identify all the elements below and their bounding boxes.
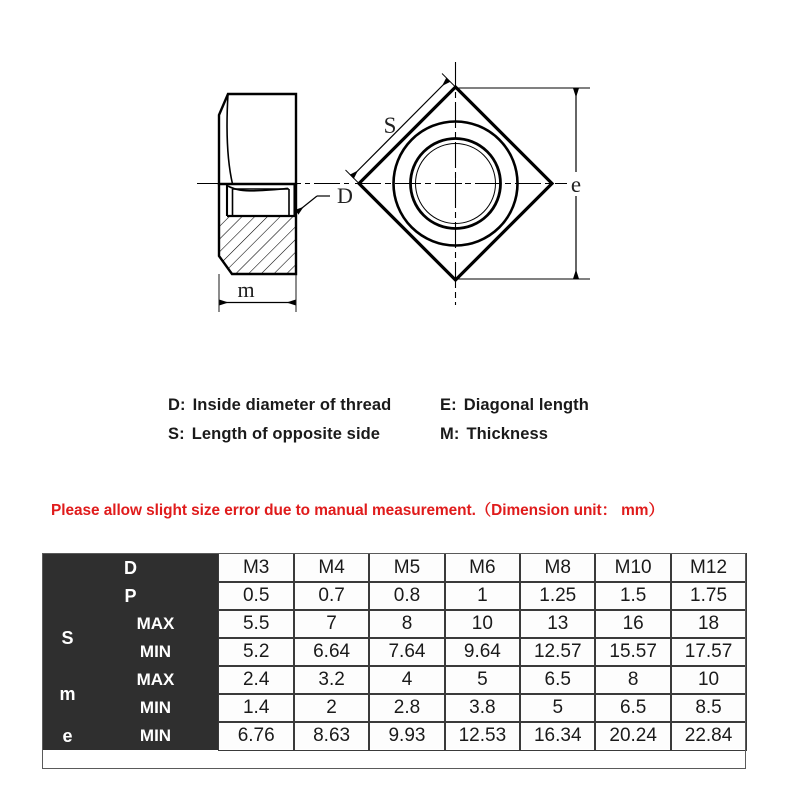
cell-d-2: M5: [369, 554, 444, 582]
legend-key-m: M:: [440, 425, 460, 443]
table-row-e-min: [43, 722, 747, 750]
table-row-m-min: [43, 694, 747, 722]
legend-row: [168, 425, 688, 454]
legend-item-d: [168, 396, 440, 415]
dim-label-d: D: [337, 183, 353, 208]
cell-mmin-3: 3.8: [445, 694, 520, 722]
row-label-p: P: [43, 582, 219, 610]
table-row-m-max: [43, 666, 747, 694]
measurement-notice: Please allow slight size error due to manual measurement.（Dimension unit： mm）: [51, 502, 664, 519]
cell-mmin-5: 6.5: [595, 694, 670, 722]
row-label-m-min: MIN: [93, 694, 219, 722]
cell-p-6: 1.75: [671, 582, 746, 610]
cell-d-5: M10: [595, 554, 670, 582]
d-leader-line: [297, 196, 317, 212]
row-label-s-min: MIN: [93, 638, 219, 666]
cell-d-1: M4: [294, 554, 369, 582]
cell-emin-0: 6.76: [219, 722, 294, 750]
cell-mmin-2: 2.8: [369, 694, 444, 722]
cell-emin-3: 12.53: [445, 722, 520, 750]
cell-emin-1: 8.63: [294, 722, 369, 750]
cell-smin-0: 5.2: [219, 638, 294, 666]
cell-emin-6: 22.84: [671, 722, 746, 750]
cell-d-0: M3: [219, 554, 294, 582]
cell-d-3: M6: [445, 554, 520, 582]
square-nut-svg: [0, 0, 800, 340]
section-hatch: [219, 216, 296, 274]
row-label-s-max: MAX: [93, 610, 219, 638]
cell-mmax-6: 10: [671, 666, 746, 694]
row-label-m: m: [43, 666, 93, 722]
cell-smax-6: 18: [671, 610, 746, 638]
cell-mmin-0: 1.4: [219, 694, 294, 722]
dim-label-s: S: [383, 113, 397, 138]
dim-label-m: m: [237, 277, 255, 302]
cell-mmin-6: 8.5: [671, 694, 746, 722]
row-label-e: e: [43, 722, 93, 750]
legend-row: [168, 396, 688, 425]
cell-smin-6: 17.57: [671, 638, 746, 666]
legend: [168, 396, 688, 454]
chamfer-curve-upper: [227, 94, 232, 184]
legend-item-e: [440, 396, 589, 415]
cell-mmax-4: 6.5: [520, 666, 595, 694]
cell-smax-1: 7: [294, 610, 369, 638]
specification-table-wrapper: [42, 553, 746, 750]
legend-key-e: E:: [440, 396, 457, 414]
row-label-e-min: MIN: [93, 722, 219, 750]
legend-key-d: D:: [168, 396, 186, 414]
cell-p-0: 0.5: [219, 582, 294, 610]
specification-table: [42, 553, 747, 750]
row-label-s: S: [43, 610, 93, 666]
cell-mmax-0: 2.4: [219, 666, 294, 694]
cell-mmax-3: 5: [445, 666, 520, 694]
cell-smin-5: 15.57: [595, 638, 670, 666]
legend-item-m: [440, 425, 548, 444]
table-row-s-min: [43, 638, 747, 666]
row-label-d: D: [43, 554, 219, 582]
technical-drawing: [0, 0, 800, 340]
legend-text-e: Diagonal length: [463, 396, 589, 414]
cell-d-6: M12: [671, 554, 746, 582]
cell-p-5: 1.5: [595, 582, 670, 610]
table-row-d: [43, 554, 747, 582]
cell-smin-2: 7.64: [369, 638, 444, 666]
legend-text-m: Thickness: [466, 425, 549, 443]
legend-item-s: [168, 425, 440, 444]
table-row-s-max: [43, 610, 747, 638]
cell-d-4: M8: [520, 554, 595, 582]
s-extension-upper: [442, 74, 456, 88]
legend-text-d: Inside diameter of thread: [192, 396, 392, 414]
s-dimension-line: [352, 80, 448, 177]
side-view: [197, 94, 353, 312]
cell-smax-0: 5.5: [219, 610, 294, 638]
cell-p-4: 1.25: [520, 582, 595, 610]
cell-mmin-1: 2: [294, 694, 369, 722]
cell-mmax-5: 8: [595, 666, 670, 694]
cell-p-3: 1: [445, 582, 520, 610]
cell-mmax-2: 4: [369, 666, 444, 694]
cell-p-2: 0.8: [369, 582, 444, 610]
cell-smin-4: 12.57: [520, 638, 595, 666]
cell-mmin-4: 5: [520, 694, 595, 722]
cell-smax-5: 16: [595, 610, 670, 638]
cell-smax-3: 10: [445, 610, 520, 638]
dim-label-e: e: [570, 172, 582, 197]
row-label-m-max: MAX: [93, 666, 219, 694]
table-row-p: [43, 582, 747, 610]
legend-key-s: S:: [168, 425, 185, 443]
cell-smax-2: 8: [369, 610, 444, 638]
legend-text-s: Length of opposite side: [191, 425, 381, 443]
front-view: [346, 62, 591, 305]
cell-mmax-1: 3.2: [294, 666, 369, 694]
cell-smin-1: 6.64: [294, 638, 369, 666]
cell-emin-4: 16.34: [520, 722, 595, 750]
cell-p-1: 0.7: [294, 582, 369, 610]
cell-emin-5: 20.24: [595, 722, 670, 750]
cell-smin-3: 9.64: [445, 638, 520, 666]
cell-emin-2: 9.93: [369, 722, 444, 750]
cell-smax-4: 13: [520, 610, 595, 638]
